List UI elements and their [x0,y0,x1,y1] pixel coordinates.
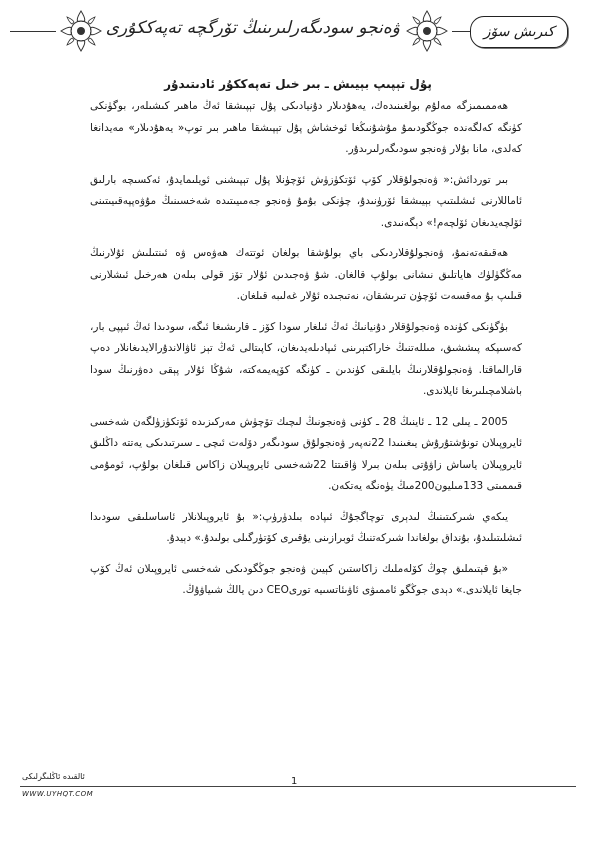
paragraph: يىكەي شىركىتىنىڭ لىدېرى توچاگجۇڭ ئىپادە بىلدۈرۈپ:« بۇ ئايروپىلانلار ئاساسلىقى سودىدا ئىشلىتىلىدۇ، بۇنداق بولغاندا شىركەتنىڭ ئوبرازىنى يۇقىرى كۆتۈرگىلى بولىدۇ.» دېيدۇ. [90,510,522,544]
paragraph: ھەممىمىزگە مەلۇم بولغىنىدەك، يەھۇدىلار دۇنيادىكى پۇل تېپىشقا ئەڭ ماھىر كىشىلەر، بوگۈنكى كۈنگە كەلگەندە جوڭگودىمۇ مۇشۇنىڭغا ئوخشاش پۇل تېپىشقا ماھىر بىر توپ« يەھۇدىلار» مەيدانغا كەلدى، مانا بۇلار ۋەنجو سودىگەرلىرىدۇر. [90,100,522,155]
footer-publisher-text: ئالقىدە ئاڭلىگرلىكى [22,772,85,781]
paragraph: 2005 ـ يىلى 12 ـ ئاينىڭ 28 ـ كۈنى ۋەنجونىڭ لىچىك تۆچۈش مەركىزىدە ئۆتكۈزۈلگەن شەخسى ئايروپىلان تونۇشتۇرۇش يىغىنىدا 22نەپەر ۋەنجولۇق سودىگەر دۆلەت ئىچى ـ سىرتىدىكى يەتتە داڭلىق ئايروپىلان ياساش زاۋۇتى بىلەن بىرلا ۋاقىتتا 22شەخسى ئايروپىلان زاكاس قىلغان بولۇپ، ئومۇمى قىممىتى 133مىليون200مىڭ يۈەنگە يەتكەن. [90,415,523,492]
page-footer [0,772,596,842]
floral-ornament-icon [404,8,450,54]
footer-url: WWW.UYHQT.COM [22,790,94,798]
paragraph: ھەقىقەتەنمۇ، ۋەنجولۇقلاردىكى باي بولۇشقا بولغان ئوتتەك ھەۋەس ۋە ئىنتىلىش ئۇلارنىڭ مەڭگۈلۈك ھاياتلىق نىشانى بولۇپ قالغان. شۇ ۋەجىدىن ئۇلار تۆز قولى بىلەن ھەرخىل ئىشلارنى قىلىپ بۇ مەقسەت ئۆچۈن تىرىشقان، نەتىجىدە ئۇلار غەلىبە قىلغان. [90,247,522,302]
header-rule-left [10,31,56,32]
footer-rule [20,786,576,787]
header-rule-right [452,31,472,32]
paragraph: بۈگۈنكى كۈندە ۋەنجولۇقلار دۇنيانىڭ ئەڭ ئىلغار سودا كۆز ـ قارىشىغا ئىگە، سودىدا ئەڭ ئىپپى بار، كەسىپكە پىششىق، مىللەتنىڭ خاراكتېرىنى ئىپادىلەيدىغان، كاپىتالى ئەڭ تېز ئاۋالاندۇرالايدىغانلار دەپ قارالماقتا. ۋەنجولۇقلارنىڭ بايلىقى كۈندىن ـ كۈنگە كۆپەيمەكتە، شۇڭا ئۇلار پېقى دەۋرنىڭ سودا باشلامچىلىرىغا ئايلاندى. [90,320,522,397]
paragraph: بىر توردائش:« ۋەنجولۇقلار كۆپ ئۆتكۈزۈش ئۆچۈنلا پۇل تېپىشنى ئويلىمايدۇ، ئەكسىچە بارلىق ئاماللارنى ئىشلىتىپ بېيىشقا ئۆرۈنىدۇ، چۈنكى بۇمۇ ۋەنجو جەمىيىتىدە شەخسىنىڭ مۇۋەپپەقىيىتىنى ئۆلچەيدىغان ئۆلچەم!» دېگەنىدى. [90,173,522,229]
paragraph: «بۇ قېتىملىق چوڭ كۆلەملىك زاكاستىن كېيىن ۋەنجو جوڭگودىكى شەخسى ئايروپىلان ئەڭ كۆپ جايغا ئايلاندى.» دېدى جوڭگو ئاممىۋى ئاۋىئاتسىيە تورى‌CEO دىن يالڭ شىياۋۇڭ. [90,562,522,596]
page-number: 1 [291,776,298,787]
article-body [90,96,522,611]
page-header [0,0,596,62]
floral-ornament-icon [58,8,104,54]
section-tab: كىرىش سۆز [470,16,568,48]
article-title: پۇل تېپىپ بېيىش ـ بىر خىل تەپەككۇر ئادىتىدۇر [164,77,432,91]
header-title: ۋەنجو سودىگەرلىرىنىڭ تۆرگچە تەپەككۇرى [105,18,400,38]
